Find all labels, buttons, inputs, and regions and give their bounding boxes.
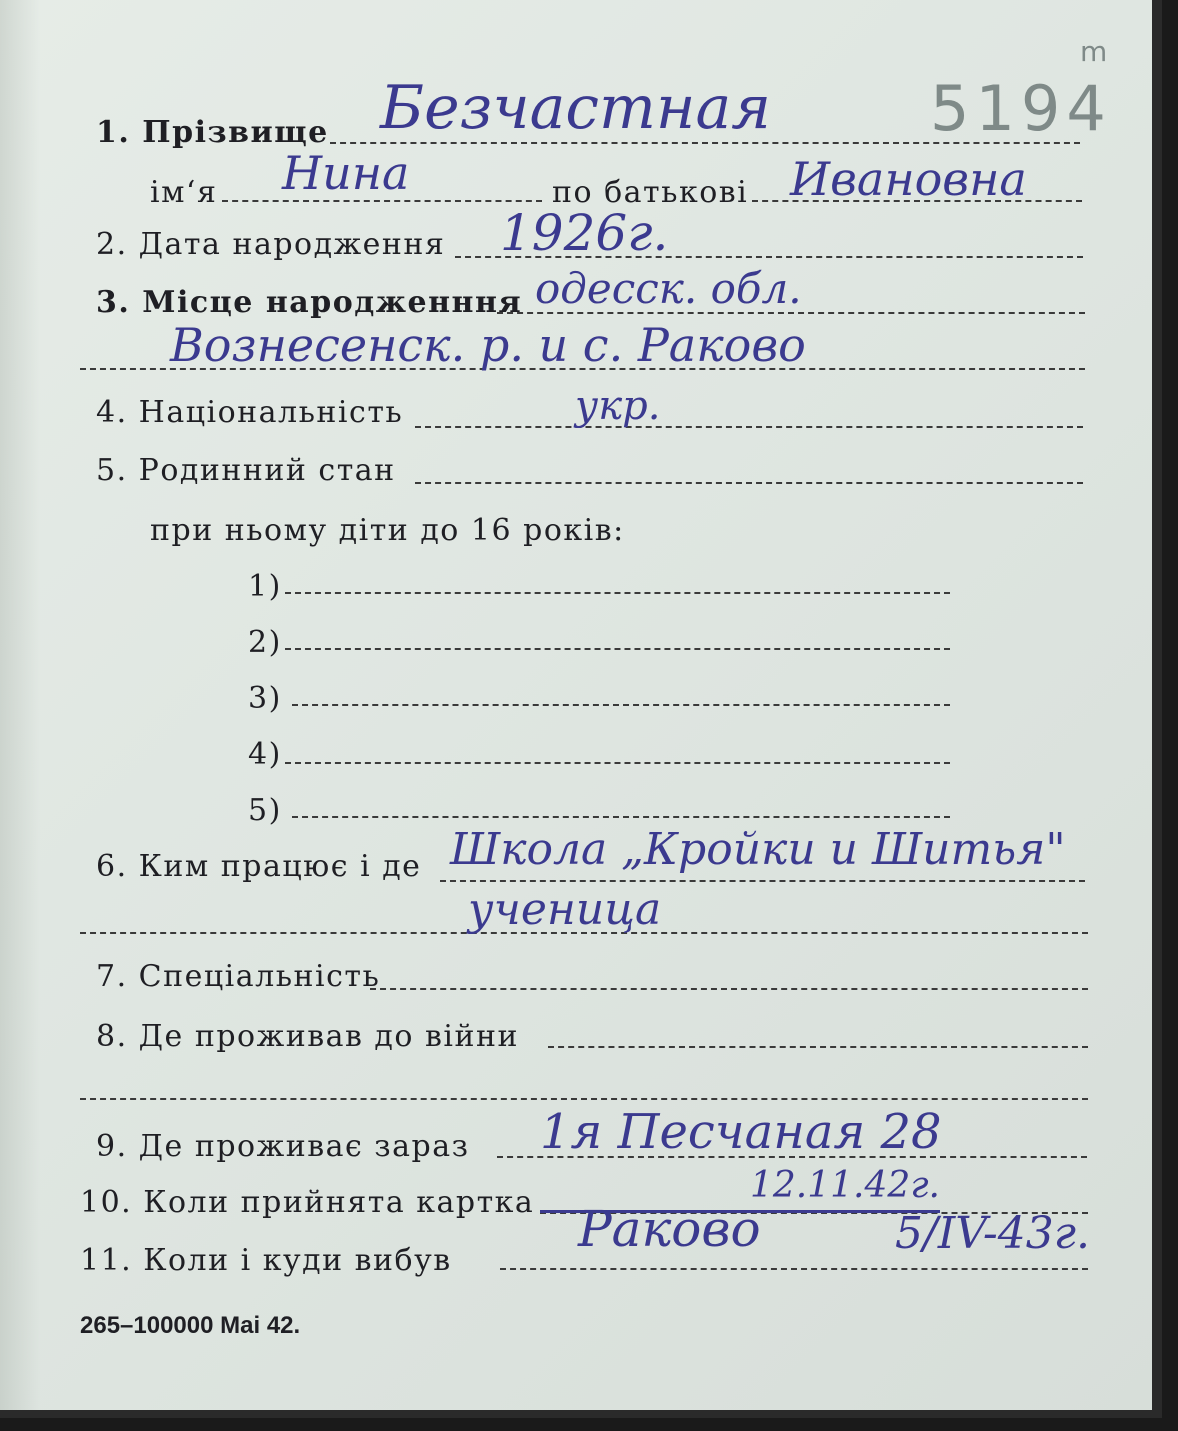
current-value: 1я Песчаная 28 <box>540 1104 942 1160</box>
children-label: при ньому діти до 16 років: <box>150 513 625 548</box>
child-3-line <box>292 704 950 706</box>
prewar-line-1 <box>548 1046 1088 1048</box>
card-value: 12.11.42г. <box>750 1165 940 1206</box>
left-line <box>500 1268 1088 1270</box>
corner-mark: m <box>1080 35 1108 68</box>
child-2-line <box>285 648 950 650</box>
work-line-1 <box>440 880 1085 882</box>
marital-line <box>415 482 1083 484</box>
birthplace-value-2: Вознесенск. р. и с. Раково <box>170 318 806 372</box>
firstname-line <box>222 200 542 202</box>
child-4-line <box>285 762 950 764</box>
work-label: 6. Ким працює і де <box>96 849 422 884</box>
work-value-1: Школа „Кройки и Шитья" <box>450 824 1066 875</box>
child-2-label: 2) <box>248 625 282 660</box>
child-4-label: 4) <box>248 737 282 772</box>
firstname-value: Нина <box>282 146 410 200</box>
child-3-label: 3) <box>248 681 282 716</box>
nationality-label: 4. Національність <box>96 395 404 430</box>
left-place: Раково <box>578 1200 761 1258</box>
marital-label: 5. Родинний стан <box>96 453 396 488</box>
specialty-line <box>370 988 1088 990</box>
nationality-line <box>415 426 1083 428</box>
print-run-footer: 265–100000 Mai 42. <box>80 1312 301 1339</box>
card-label: 10. Коли прийнята картка <box>80 1185 535 1220</box>
specialty-label: 7. Спеціальність <box>96 959 381 994</box>
child-5-label: 5) <box>248 793 282 828</box>
child-1-label: 1) <box>248 569 282 604</box>
current-label: 9. Де проживає зараз <box>96 1129 470 1164</box>
left-date: 5/IV-43г. <box>895 1208 1091 1259</box>
prewar-label: 8. Де проживав до війни <box>96 1019 519 1054</box>
birthplace-value-1: одесск. обл. <box>535 264 802 313</box>
prewar-line-2 <box>80 1098 1088 1100</box>
birthdate-label: 2. Дата народження <box>96 227 446 262</box>
work-value-2: ученица <box>468 884 662 935</box>
left-label: 11. Коли і куди вибув <box>80 1243 452 1278</box>
archive-number: 5194 <box>930 72 1112 145</box>
patronymic-value: Ивановна <box>790 152 1027 206</box>
surname-label: 1. Прізвище <box>96 115 329 150</box>
surname-value: Безчастная <box>380 73 771 143</box>
child-5-line <box>292 816 950 818</box>
birthplace-label: 3. Місце народженння <box>96 285 523 320</box>
firstname-label: ім‘я <box>150 175 218 210</box>
child-1-line <box>285 592 950 594</box>
birthdate-value: 1926г. <box>500 204 669 262</box>
nationality-value: укр. <box>575 383 661 429</box>
patronymic-label: по батькові <box>552 175 749 210</box>
